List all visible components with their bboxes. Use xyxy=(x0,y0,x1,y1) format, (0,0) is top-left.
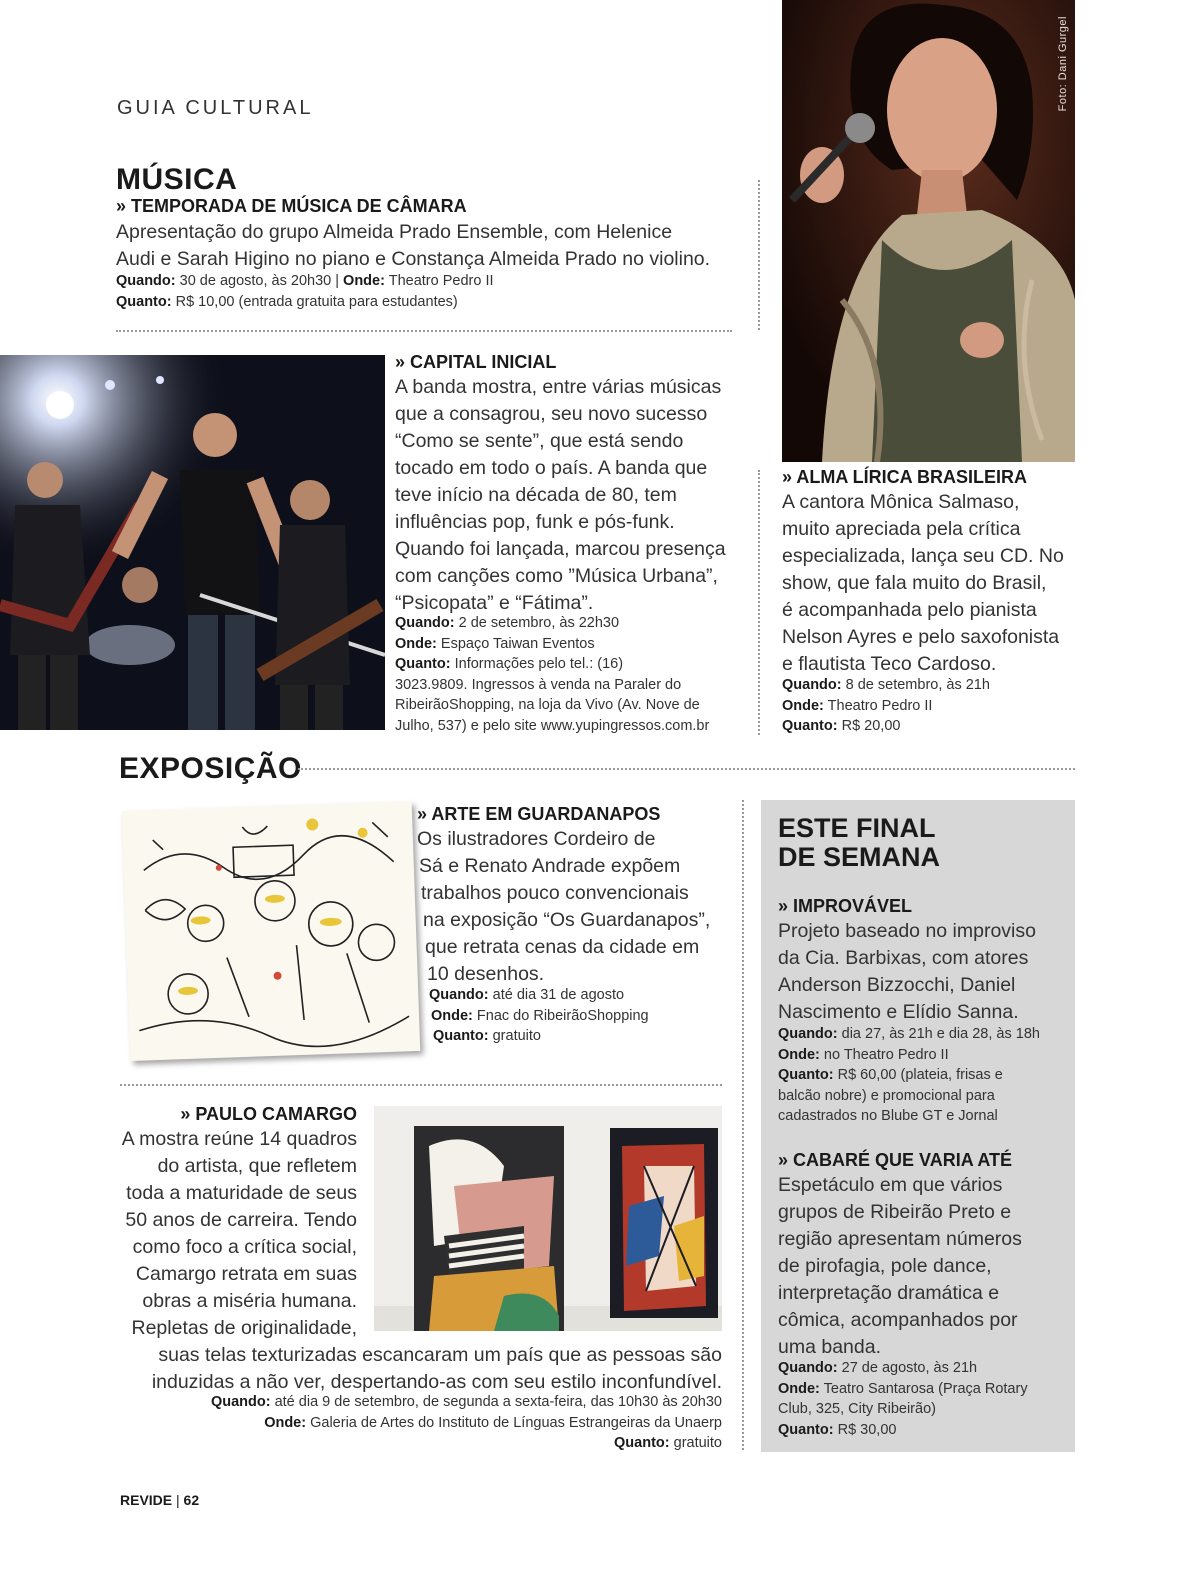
when-label: Quando: xyxy=(782,677,842,693)
price-value: gratuito xyxy=(492,1028,541,1044)
price-label: Quanto: xyxy=(433,1028,489,1044)
body-line: Nascimento e Elídio Sanna. xyxy=(778,1001,1019,1023)
body-capital-inicial xyxy=(395,374,740,617)
price-line: RibeirãoShopping, na loja da Vivo (Av. Nove de xyxy=(395,697,700,713)
where-value: Teatro Santarosa (Praça Rotary xyxy=(823,1380,1028,1397)
section-title-exposicao: EXPOSIÇÃO xyxy=(119,752,302,785)
price-value: R$ 60,00 (plateia, frisas e xyxy=(837,1067,1003,1083)
singer-illustration xyxy=(782,0,1075,462)
body-arte-guardanapos xyxy=(417,826,737,988)
body-line: da Cia. Barbixas, com atores xyxy=(778,947,1029,969)
price-value: Informações pelo tel.: (16) xyxy=(454,656,624,672)
photo-paulo-camargo xyxy=(374,1106,722,1331)
body-line: Projeto baseado no improviso xyxy=(778,920,1036,942)
where-value: Theatro Pedro II xyxy=(827,697,933,714)
where-line: Club, 325, City Ribeirão) xyxy=(778,1401,936,1417)
footer-separator: | xyxy=(176,1492,180,1508)
column-divider xyxy=(758,470,760,735)
body-line: A cantora Mônica Salmaso, xyxy=(782,491,1020,513)
heading-cabare: » CABARÉ QUE VARIA ATÉ xyxy=(778,1150,1013,1170)
when-value: 2 de setembro, às 22h30 xyxy=(458,615,620,631)
section-divider xyxy=(120,1084,722,1086)
paintings-illustration xyxy=(374,1106,722,1331)
where-value: no Theatro Pedro II xyxy=(823,1046,949,1063)
where-label: Onde: xyxy=(431,1007,473,1024)
body-line: que a consagrou, seu novo sucesso xyxy=(395,403,708,425)
when-label: Quando: xyxy=(778,1026,838,1042)
price-line: cadastrados no Blube GT e Jornal xyxy=(778,1108,998,1124)
body-line: 50 anos de carreira. Tendo xyxy=(125,1209,357,1231)
body-line: com canções como ”Música Urbana”, xyxy=(395,565,718,587)
magazine-name: REVIDE xyxy=(120,1492,173,1508)
where-label: Onde: xyxy=(395,635,437,652)
body-line: Repletas de originalidade, xyxy=(131,1317,357,1339)
body-line: 10 desenhos. xyxy=(427,963,545,985)
column-divider xyxy=(758,180,760,330)
info-paulo-camargo xyxy=(100,1392,722,1454)
where-value: Fnac do RibeirãoShopping xyxy=(476,1007,649,1024)
body-line: A banda mostra, entre várias músicas xyxy=(395,376,722,398)
price-label: Quanto: xyxy=(778,1067,834,1083)
price-label: Quanto: xyxy=(116,293,172,310)
body-line: induzidas a não ver, despertando-as com seu estilo inconfundível. xyxy=(151,1371,722,1393)
heading-arte-guardanapos: » ARTE EM GUARDANAPOS xyxy=(417,804,661,824)
body-line: que retrata cenas da cidade em xyxy=(425,936,700,958)
section-rule xyxy=(298,768,1075,770)
price-label: Quanto: xyxy=(395,656,451,672)
price-line: balcão nobre) e promocional para xyxy=(778,1087,995,1104)
body-line: como foco a crítica social, xyxy=(132,1236,357,1258)
where-label: Onde: xyxy=(343,273,385,289)
body-line: especializada, lança seu CD. No xyxy=(782,545,1064,567)
body-line: trabalhos pouco convencionais xyxy=(421,882,689,904)
body-paulo-camargo xyxy=(100,1126,357,1342)
price-value: R$ 30,00 xyxy=(837,1421,897,1438)
body-line: toda a maturidade de seus xyxy=(126,1182,357,1204)
price-line: Julho, 537) e pelo site www.yupingressos.com.br xyxy=(395,717,710,734)
body-line: Sá e Renato Andrade expõem xyxy=(419,855,681,877)
page-number: 62 xyxy=(183,1492,200,1508)
body-line: A mostra reúne 14 quadros xyxy=(121,1128,357,1150)
title-line: DE SEMANA xyxy=(778,842,941,872)
body-line: “Psicopata” e “Fátima”. xyxy=(395,592,594,614)
info-capital-inicial xyxy=(395,613,745,736)
body-line: teve início na década de 80, tem xyxy=(395,484,677,506)
body-line: é acompanhada pelo pianista xyxy=(782,599,1037,621)
heading-temporada: » TEMPORADA DE MÚSICA DE CÂMARA xyxy=(116,196,467,216)
body-line: e flautista Teco Cardoso. xyxy=(782,653,997,675)
body-line: grupos de Ribeirão Preto e xyxy=(778,1201,1012,1223)
info-arte-guardanapos xyxy=(429,985,649,1047)
when-value: até dia 9 de setembro, de segunda a sexta-feira, das 10h30 às 20h30 xyxy=(274,1394,722,1410)
heading-paulo-camargo: » PAULO CAMARGO xyxy=(180,1104,357,1124)
body-temporada xyxy=(116,219,746,273)
body-line: Audi e Sarah Higino no piano e Constança Almeida Prado no violino. xyxy=(116,248,711,270)
when-label: Quando: xyxy=(778,1360,838,1376)
when-value: até dia 31 de agosto xyxy=(492,987,625,1003)
body-paulo-camargo-wide xyxy=(100,1342,722,1396)
where-label: Onde: xyxy=(264,1414,307,1431)
body-improvavel xyxy=(778,918,1073,1026)
body-line: influências pop, funk e pós-funk. xyxy=(395,511,675,533)
body-alma-lirica xyxy=(782,489,1082,678)
body-line: uma banda. xyxy=(778,1336,881,1358)
price-value: R$ 20,00 xyxy=(841,718,901,734)
photo-monica-salmaso xyxy=(782,0,1075,462)
body-line: do artista, que refletem xyxy=(157,1155,357,1177)
price-label: Quanto: xyxy=(614,1435,670,1451)
price-label: Quanto: xyxy=(782,718,838,734)
info-alma-lirica xyxy=(782,675,990,737)
when-value: 30 de agosto, às 20h30 | xyxy=(179,273,340,289)
body-line: Os ilustradores Cordeiro de xyxy=(417,828,656,850)
when-label: Quando: xyxy=(395,615,455,631)
price-value: gratuito xyxy=(673,1435,722,1451)
body-line: tocado em todo o país. A banda que xyxy=(395,457,708,479)
body-line: Apresentação do grupo Almeida Prado Ensemble, com Helenice xyxy=(116,221,673,243)
when-value: 8 de setembro, às 21h xyxy=(845,677,990,693)
where-value: Espaço Taiwan Eventos xyxy=(440,635,595,652)
napkin-illustration xyxy=(122,801,421,1061)
photo-credit: Foto: Dani Gurgel xyxy=(1057,16,1069,112)
body-line: “Como se sente”, que está sendo xyxy=(395,430,684,452)
body-line: cômica, acompanhados por xyxy=(778,1309,1018,1331)
body-line: na exposição “Os Guardanapos”, xyxy=(423,909,711,931)
when-value: dia 27, às 21h e dia 28, às 18h xyxy=(841,1026,1040,1042)
price-line: 3023.9809. Ingressos à venda na Paraler do xyxy=(395,676,682,693)
body-line: suas telas texturizadas escancaram um país que as pessoas são xyxy=(158,1344,722,1366)
body-line: muito apreciada pela crítica xyxy=(782,518,1021,540)
band-illustration xyxy=(0,355,385,730)
heading-improvavel: » IMPROVÁVEL xyxy=(778,896,913,916)
where-value: Theatro Pedro II xyxy=(388,273,494,289)
section-title-musica: MÚSICA xyxy=(116,163,238,196)
where-value: Galeria de Artes do Instituto de Línguas Estrangeiras da Unaerp xyxy=(310,1414,722,1431)
info-temporada xyxy=(116,271,494,312)
body-line: região apresentam números xyxy=(778,1228,1022,1250)
when-value: 27 de agosto, às 21h xyxy=(841,1360,978,1376)
where-label: Onde: xyxy=(778,1380,820,1397)
when-label: Quando: xyxy=(210,1394,271,1410)
price-label: Quanto: xyxy=(778,1421,834,1438)
photo-guardanapos xyxy=(122,801,421,1061)
heading-capital-inicial: » CAPITAL INICIAL xyxy=(395,352,557,372)
body-line: interpretação dramática e xyxy=(778,1282,1000,1304)
body-line: Nelson Ayres e pelo saxofonista xyxy=(782,626,1060,648)
photo-capital-inicial xyxy=(0,355,385,730)
body-line: Camargo retrata em suas xyxy=(135,1263,357,1285)
info-cabare xyxy=(778,1358,1073,1440)
body-line: Quando foi lançada, marcou presença xyxy=(395,538,726,560)
info-improvavel xyxy=(778,1024,1073,1127)
body-line: Espetáculo em que vários xyxy=(778,1174,1003,1196)
weekend-title xyxy=(778,814,940,872)
body-line: Anderson Bizzocchi, Daniel xyxy=(778,974,1016,996)
page-footer xyxy=(120,1492,199,1508)
when-label: Quando: xyxy=(429,987,489,1003)
heading-alma-lirica: » ALMA LÍRICA BRASILEIRA xyxy=(782,467,1027,487)
where-label: Onde: xyxy=(782,697,824,714)
body-line: obras a miséria humana. xyxy=(142,1290,357,1312)
title-line: ESTE FINAL xyxy=(778,813,936,843)
section-kicker: GUIA CULTURAL xyxy=(117,97,314,119)
body-line: de pirofagia, pole dance, xyxy=(778,1255,992,1277)
column-divider xyxy=(742,800,744,1450)
section-divider xyxy=(116,330,732,332)
price-value: R$ 10,00 (entrada gratuita para estudantes) xyxy=(175,293,458,310)
body-line: show, que fala muito do Brasil, xyxy=(782,572,1047,594)
where-label: Onde: xyxy=(778,1046,820,1063)
body-cabare xyxy=(778,1172,1073,1361)
when-label: Quando: xyxy=(116,273,176,289)
